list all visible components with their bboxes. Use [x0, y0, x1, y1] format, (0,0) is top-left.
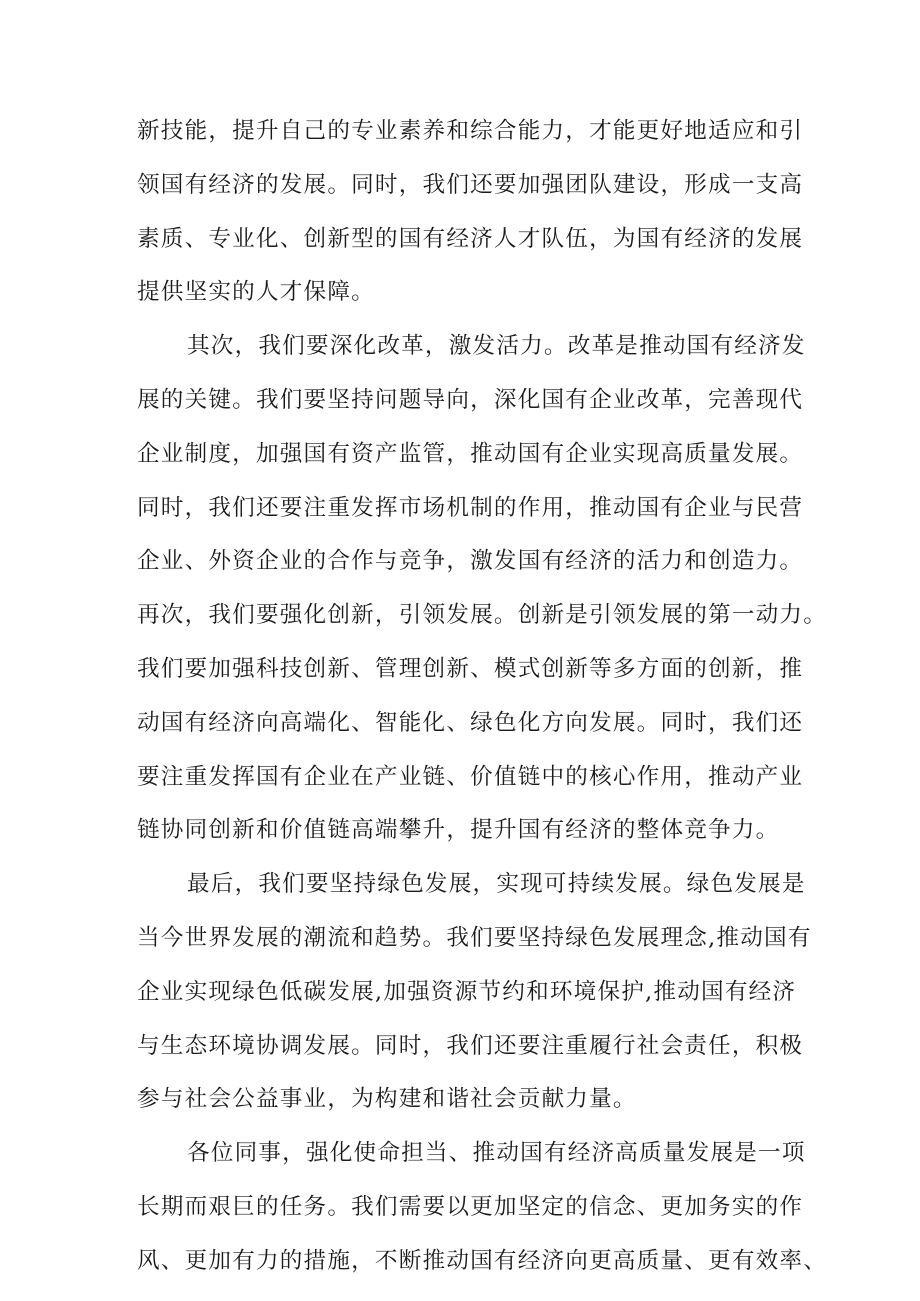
text-line: 与生态环境协调发展。同时，我们还要注重履行社会责任，积极: [137, 1032, 804, 1059]
text-line: 素质、专业化、创新型的国有经济人才队伍，为国有经济的发展: [137, 225, 804, 252]
text-line: 同时，我们还要注重发挥市场机制的作用，推动国有企业与民营: [137, 494, 804, 521]
text-line: 企业制度，加强国有资产监管，推动国有企业实现高质量发展。: [137, 440, 804, 467]
body-text: [137, 105, 828, 1289]
text-line: 企业实现绿色低碳发展,加强资源节约和环境保护,推动国有经济: [137, 978, 797, 1005]
paragraph-start-line: 最后，我们要坚持绿色发展，实现可持续发展。绿色发展是: [187, 871, 806, 898]
text-line: 领国有经济的发展。同时，我们还要加强团队建设，形成一支高: [137, 171, 804, 198]
paragraph-start-line: 各位同事，强化使命担当、推动国有经济高质量发展是一项: [187, 1140, 806, 1167]
text-line: 长期而艰巨的任务。我们需要以更加坚定的信念、更加务实的作: [137, 1193, 804, 1220]
text-line: 风、更加有力的措施，不断推动国有经济向更高质量、更有效率、: [137, 1247, 828, 1274]
text-line: 链协同创新和价值链高端攀升，提升国有经济的整体竞争力。: [137, 817, 780, 844]
text-line: 当今世界发展的潮流和趋势。我们要坚持绿色发展理念,推动国有: [137, 924, 812, 951]
paragraph-start-line: 其次，我们要深化改革，激发活力。改革是推动国有经济发: [187, 333, 806, 360]
text-line: 我们要加强科技创新、管理创新、模式创新等多方面的创新，推: [137, 655, 804, 682]
text-line: 参与社会公益事业，为构建和谐社会贡献力量。: [137, 1086, 637, 1113]
text-line: 提供坚实的人才保障。: [137, 279, 375, 306]
text-line: 企业、外资企业的合作与竞争，激发国有经济的活力和创造力。: [137, 548, 804, 575]
text-line: 再次，我们要强化创新，引领发展。创新是引领发展的第一动力。: [137, 602, 828, 629]
text-line: 动国有经济向高端化、智能化、绿色化方向发展。同时，我们还: [137, 709, 804, 736]
text-line: 新技能，提升自己的专业素养和综合能力，才能更好地适应和引: [137, 118, 804, 144]
text-line: 展的关键。我们要坚持问题导向，深化国有企业改革，完善现代: [137, 386, 804, 413]
text-line: 要注重发挥国有企业在产业链、价值链中的核心作用，推动产业: [137, 763, 804, 790]
